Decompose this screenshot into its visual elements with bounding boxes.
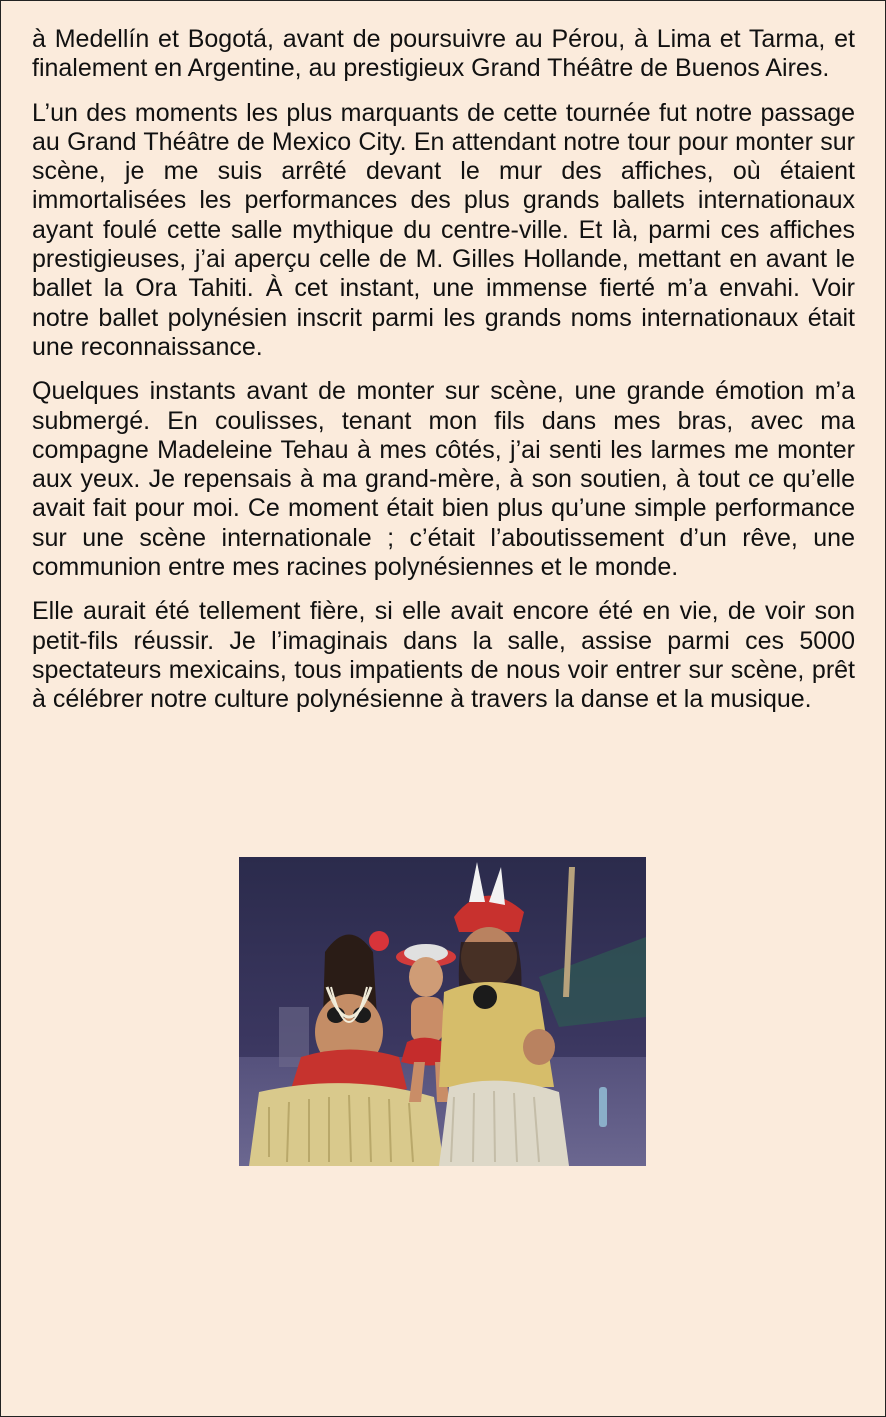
paragraph-4: Elle aurait été tellement fière, si elle avait encore été en vie, de voir son petit-fils réussir. Je l’imaginais dans la salle, assise parmi ces 5000 spectateurs mexicains, tous impatients de nous voir entrer sur scène, prêt à célébrer notre culture polynésienne à travers la danse et la musique. xyxy=(32,597,855,714)
paragraph-2: L’un des moments les plus marquants de cette tournée fut notre passage au Grand Théâtre de Mexico City. En attendant notre tour pour monter sur scène, je me suis arrêté devant le mur des affiches, où étaient immortalisées les performances des plus grands ballets internationaux ayant foulé cette salle mythique du centre-ville. Et là, parmi ces affiches prestigieuses, j’ai aperçu celle de M. Gilles Hollande, mettant en avant le ballet la Ora Tahiti. À cet instant, une immense fierté m’a envahi. Voir notre ballet polynésien inscrit parmi les grands noms internationaux était une reconnaissance. xyxy=(32,98,855,361)
body-text xyxy=(32,25,855,730)
family-photo xyxy=(239,857,646,1166)
family-photo-illustration xyxy=(239,857,646,1166)
paragraph-3: Quelques instants avant de monter sur scène, une grande émotion m’a submergé. En coulisses, tenant mon fils dans mes bras, avec ma compagne Madeleine Tehau à mes côtés, j’ai senti les larmes me monter aux yeux. Je repensais à ma grand-mère, à son soutien, à tout ce qu’elle avait fait pour moi. Ce moment était bien plus qu’une simple performance sur une scène internationale ; c’était l’aboutissement d’un rêve, une communion entre mes racines polynésiennes et le monde. xyxy=(32,377,855,582)
paragraph-1: à Medellín et Bogotá, avant de poursuivre au Pérou, à Lima et Tarma, et finalement en Argentine, au prestigieux Grand Théâtre de Buenos Aires. xyxy=(32,25,855,83)
